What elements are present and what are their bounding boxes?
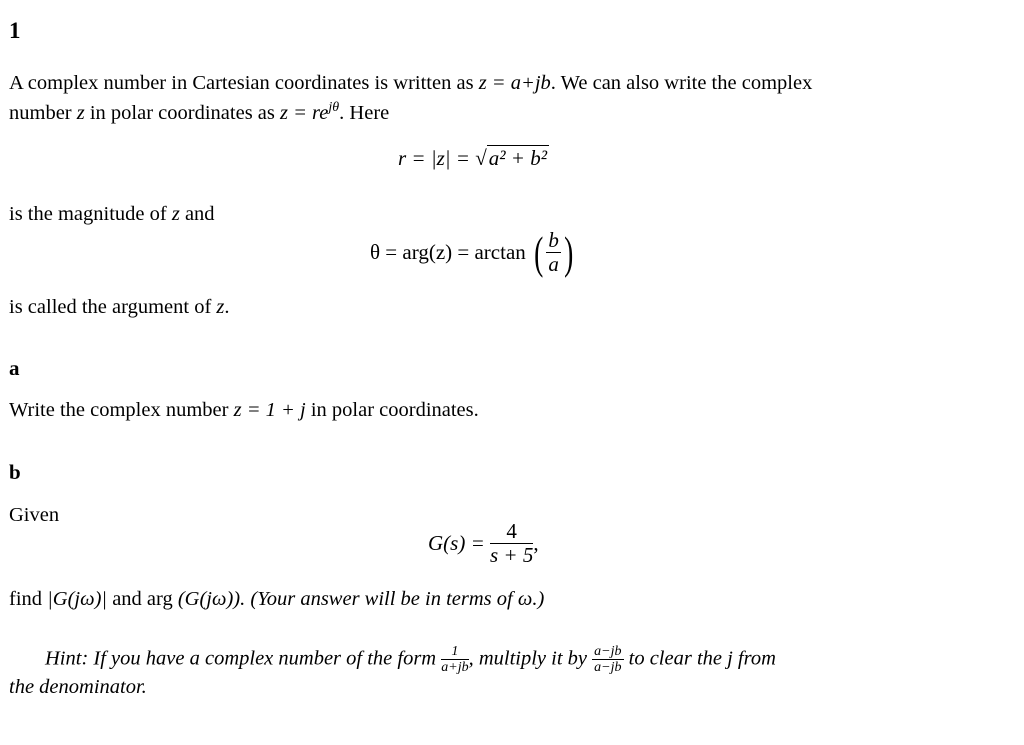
find-line xyxy=(9,588,544,611)
section-heading: 1 xyxy=(9,18,21,43)
fraction xyxy=(592,644,623,676)
equation-r xyxy=(398,146,549,171)
magnitude-line xyxy=(9,203,215,226)
hint-line-2: the denominator. xyxy=(9,676,147,698)
equation-theta: θ = arg(z) = arctan ( $\frac{b}{a}$ ) xyxy=(370,227,574,278)
math: (G(jω)) xyxy=(177,588,241,610)
denominator: a xyxy=(548,252,559,276)
text: Write the complex number xyxy=(9,399,234,421)
math: z = 1 + j xyxy=(233,399,306,421)
part-b-heading: b xyxy=(9,460,21,484)
text: is called the argument of xyxy=(9,296,217,318)
part-a-text xyxy=(9,399,479,422)
fraction xyxy=(490,520,533,567)
math: z xyxy=(76,101,85,124)
hint-line-1 xyxy=(45,644,776,676)
eq-radicand: a² + b² xyxy=(488,146,548,170)
text: . xyxy=(224,296,230,318)
math: z = re xyxy=(280,101,329,124)
comma: , xyxy=(533,531,539,556)
text: and arg xyxy=(107,588,178,610)
denominator: a+jb xyxy=(441,660,469,676)
eq-lhs: θ = arg(z) = arctan xyxy=(370,240,526,264)
text: . We can also write the complex xyxy=(550,72,813,94)
numerator: 4 xyxy=(490,520,533,544)
text: find xyxy=(9,588,48,610)
note: . (Your answer will be in terms of ω.) xyxy=(240,588,545,610)
intro-line-2 xyxy=(9,100,389,125)
text: . Here xyxy=(339,101,390,124)
text: number xyxy=(9,101,77,124)
math: z xyxy=(216,296,225,318)
math: z = a+jb xyxy=(478,72,551,94)
numerator: 1 xyxy=(441,644,468,660)
given-text: Given xyxy=(9,504,60,526)
text: , multiply it by xyxy=(468,647,593,670)
text: and xyxy=(179,203,215,225)
eq-lhs: G(s) = xyxy=(428,531,485,556)
text: A complex number in Cartesian coordinates is written as xyxy=(9,72,479,94)
numerator: a−jb xyxy=(594,644,622,659)
text: to clear the j from xyxy=(623,647,776,670)
numerator: b xyxy=(548,227,559,252)
denominator: a−jb xyxy=(594,660,622,676)
text: in polar coordinates. xyxy=(305,399,479,421)
text: in polar coordinates as xyxy=(84,101,280,124)
denominator: s + 5 xyxy=(490,543,534,568)
fraction xyxy=(441,644,468,676)
math-sup: jθ xyxy=(328,100,340,115)
text: Hint: If you have a complex number of the form xyxy=(45,647,442,670)
math: |G(jω)| xyxy=(47,588,108,610)
part-a-heading: a xyxy=(9,356,20,380)
eq-lhs: r = |z| = √ xyxy=(398,146,487,170)
argument-line xyxy=(9,296,230,319)
equation-g xyxy=(428,520,539,567)
fraction xyxy=(546,229,561,276)
intro-line-1 xyxy=(9,72,812,95)
text: is the magnitude of xyxy=(9,203,172,225)
math: z xyxy=(171,203,180,225)
